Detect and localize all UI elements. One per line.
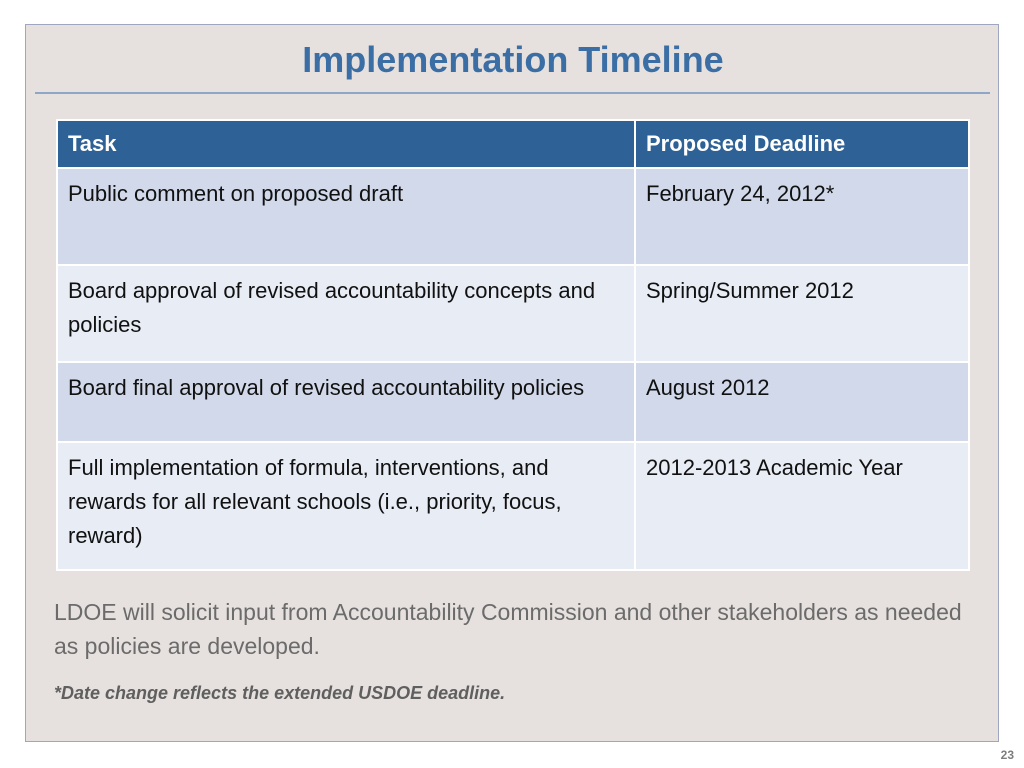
task-cell: Public comment on proposed draft [57,168,635,265]
task-cell: Board approval of revised accountability concepts and policies [57,265,635,362]
table-row [57,168,969,265]
deadline-cell: February 24, 2012* [635,168,969,265]
page-number: 23 [1000,748,1014,762]
table-row [57,362,969,442]
stakeholder-note: LDOE will solicit input from Accountability Commission and other stakeholders as needed as policies are developed. [54,599,962,659]
footnote: *Date change reflects the extended USDOE deadline. [54,683,506,703]
slide-title: Implementation Timeline [302,39,724,80]
table-header-row [57,120,969,168]
deadline-cell: 2012-2013 Academic Year [635,442,969,570]
table-row [57,265,969,362]
task-cell: Full implementation of formula, interventions, and rewards for all relevant schools (i.e., priority, focus, reward) [57,442,635,570]
task-cell: Board final approval of revised accountability policies [57,362,635,442]
slide [25,24,999,742]
title-divider [35,92,990,94]
deadline-cell: Spring/Summer 2012 [635,265,969,362]
timeline-table [56,119,970,571]
column-header-task: Task [57,120,635,168]
table-row [57,442,969,570]
deadline-cell: August 2012 [635,362,969,442]
column-header-deadline: Proposed Deadline [635,120,969,168]
